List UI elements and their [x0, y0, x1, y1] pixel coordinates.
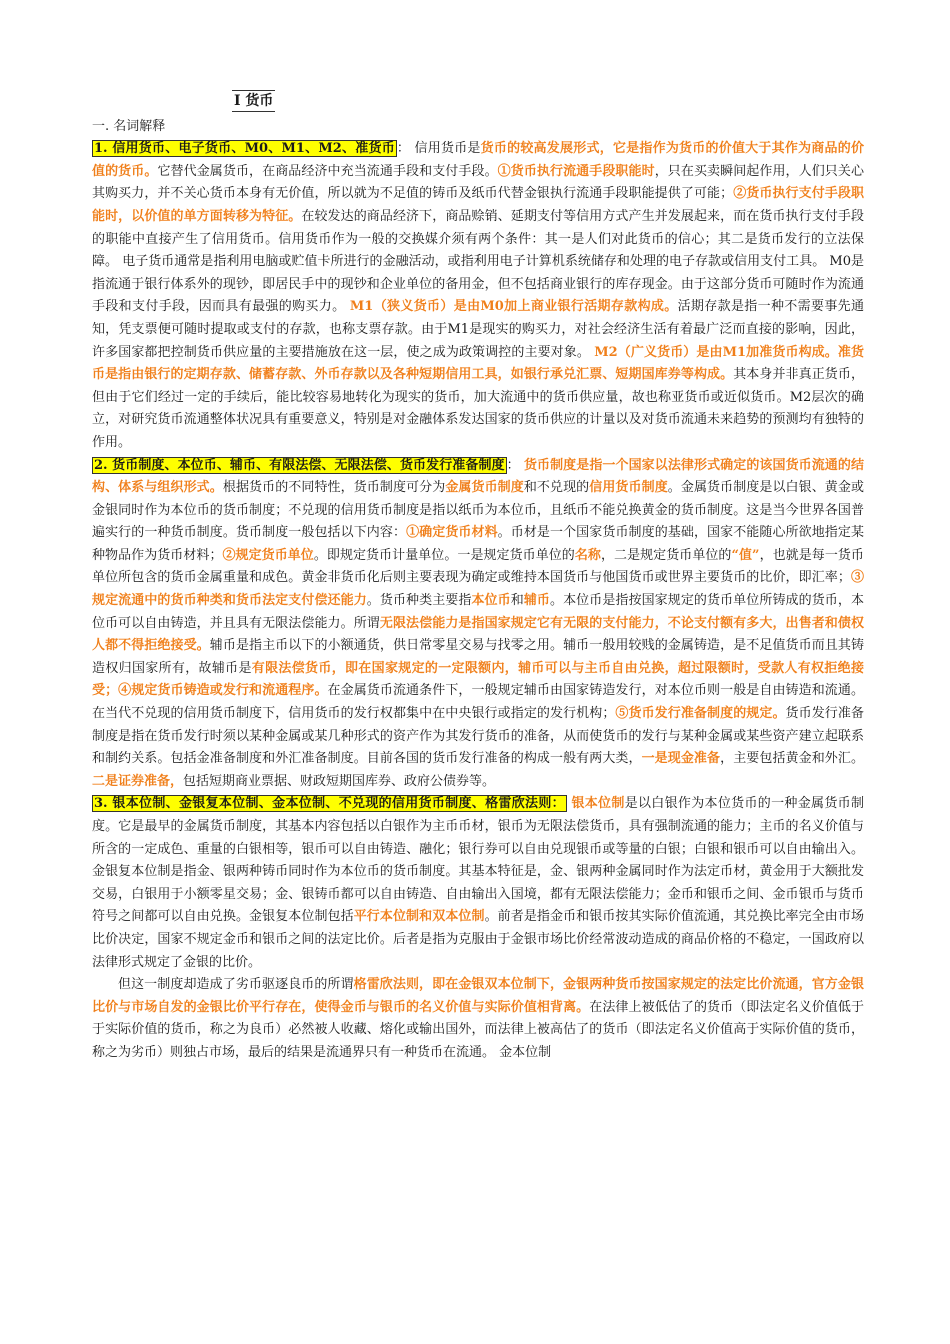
emphasis-text: 货币的较高发展形式，它是指作为货币的价值大于其作为商品的价值的货币。 — [92, 141, 864, 179]
emphasis-text: M2（广义货币）是由M1加准货币构成。准货币是指由银行的定期存款、储蓄存款、外币存款以及各种短期信用工具，如银行承兑汇票、短期国库券等构成。 — [92, 344, 864, 383]
emphasis-text: ②规定货币单位 — [222, 547, 314, 563]
body-text: 辅币是指主币以下的小额通货，供日常零星交易与找零之用。辅币一般用较贱的金属铸造，是不足值货币而且其铸造权归国家所有，故辅币是 — [92, 638, 864, 676]
entry-3-continuation — [92, 974, 864, 1064]
body-text: 。即规定货币计量单位。一是规定货币单位的 — [313, 547, 575, 563]
entry-heading-sep: ： — [396, 141, 411, 157]
body-text: 它替代金属货币，在商品经济中充当流通手段和支付手段。 — [157, 163, 498, 179]
emphasis-text: 有限法偿货币，即在国家规定的一定限额内，辅币可以与主币自由兑换，超过限额时，受款人有权拒绝接受；④规定货币铸造或发行和流通程序。 — [92, 660, 864, 699]
body-text: 信用货币是 — [410, 141, 481, 157]
body-text: ，二是规定货币单位的 — [600, 547, 732, 563]
entry-2-body — [92, 458, 864, 789]
body-text: 包括短期商业票据、财政短期国库券、政府公债券等。 — [183, 773, 496, 789]
emphasis-text: 货币制度是指一个国家以法律形式确定的该国货币流通的结构、体系与组织形式。 — [92, 457, 864, 496]
emphasis-text: 无限法偿能力是指国家规定它有无限的支付能力，不论支付额有多大，出售者和债权人都不得拒绝接受。 — [92, 615, 864, 654]
body-text: ，只在买卖瞬间起作用，人们只关心其购买力，并不关心货币本身有无价值，所以就为不足值的铸币及纸币代替金银执行流通手段职能提供了可能； — [92, 163, 864, 202]
emphasis-text: 辅币 — [523, 593, 550, 609]
document-body — [92, 90, 864, 1065]
body-text: 。币材是一个国家货币制度的基础，国家不能随心所欲地指定某种物品作为货币材料； — [92, 525, 864, 563]
entry-1-body — [92, 141, 864, 450]
chapter-title: I 货币 — [232, 90, 275, 112]
body-text: 和 — [510, 593, 524, 609]
body-text: 。前者是指金币和银币按其实际价值流通，其兑换比率完全由市场比价决定，国家不规定金币和银币之间的法定比价。后者是指为克服由于金银市场比价经常波动造成的商品价格的不稳定，一国政府以法律形式规定了金银的比价。 — [92, 909, 864, 970]
emphasis-text: ⑤货币发行准备制度的规定。 — [615, 706, 786, 722]
emphasis-text: 金属货币制度 — [445, 480, 524, 496]
body-text: 货币发行准备制度是指在货币发行时须以某种金属或某几种形式的资产作为其发行货币的准备，从而使货币的发行与某种金属或某些资产建立起联系和制约关系。包括金准备制度和外汇准备制度。目前各国的货币发行准备的构成一般有两大类， — [92, 706, 864, 767]
body-text: 活期存款是指一种不需要事先通知，凭支票便可随时提取或支付的存款，也称支票存款。由于M1是现实的购买力，对社会经济生活有着最广泛而直接的影响，因此，许多国家都把控制货币供应量的主要措施放在这一层，使之成为政策调控的主要对象。 — [92, 299, 864, 360]
emphasis-text: ②货币执行支付手段职能时，以价值的单方面转移为特征。 — [92, 186, 864, 224]
continuation-body — [92, 977, 864, 1060]
emphasis-text: 一是现金准备 — [641, 751, 721, 767]
entry-heading: 2. 货币制度、本位币、辅币、有限法偿、无限法偿、货币发行准备制度 — [94, 457, 505, 473]
emphasis-text: 本位币 — [471, 593, 511, 609]
chapter-title-row — [92, 90, 864, 114]
body-text: ，也就是每一货币单位所包含的货币金属重量和成色。黄金非货币化后则主要表现为确定或维持本国货币与他国货币或世界主要货币的比价，即汇率； — [92, 547, 864, 586]
body-text: ，主要包括黄金和外汇。 — [720, 751, 864, 767]
emphasis-text: ③规定流通中的货币种类和货币法定支付偿还能力 — [92, 570, 864, 609]
emphasis-text: 平行本位制和双本位制 — [353, 909, 485, 925]
body-text: 在法律上被低估了的货币（即法定名义价值低于于实际价值的货币，称之为良币）必然被人收藏、熔化或输出国外，而法律上被高估了的货币（即法定名义价值高于实际价值的货币，称之为劣币）则独占市场，最后的结果是流通界只有一种货币在流通。 金本位制 — [92, 999, 864, 1060]
emphasis-text: 名称 — [574, 547, 601, 563]
emphasis-text: “值” — [731, 547, 760, 563]
body-text: 在较发达的商品经济下，商品赊销、延期支付等信用方式产生并发展起来，而在货币执行支付手段的职能中直接产生了信用货币。信用货币作为一般的交换媒介须有两个条件：其一是人们对此货币的信心；其二是货币发行的立法保障。 电子货币通常是指利用电脑或贮值卡所进行的金融活动，或指利用电子计算机系统储存和处理的电子存款或信用支付工具。 M0是指流通于银行体系外的现钞，即居民手中的现钞和企业单位的备用金，但不包括商业银行的库存现金。由于这部分货币可随时作为流通手段和支付手段，因而具有最强的购买力。 — [92, 208, 864, 315]
body-text: 其本身并非真正货币，但由于它们经过一定的手续后，能比较容易地转化为现实的货币，加大流通中的货币供应量，故也称亚货币或近似货币。M2层次的确立，对研究货币流通整体状况具有重要意义，特别是对金融体系发达国家的货币供应的计量以及对货币流通未来趋势的预测均有独特的作用。 — [92, 367, 864, 450]
emphasis-text: 银本位制 — [571, 796, 625, 812]
emphasis-text: 格雷欣法则，即在金银双本位制下，金银两种货币按国家规定的法定比价流通，官方金银比价与市场自发的金银比价平行存在，使得金币与银币的名义价值与实际价值相背离。 — [92, 977, 864, 1015]
entry-heading: 3. 银本位制、金银复本位制、金本位制、不兑现的信用货币制度、格雷欣法则： — [94, 796, 565, 812]
emphasis-text: ①货币执行流通手段职能时 — [497, 163, 655, 179]
entry-heading: 1. 信用货币、电子货币、M0、M1、M2、准货币 — [94, 141, 395, 157]
body-text: 在金属货币流通条件下，一般规定辅币由国家铸造发行，对本位币则一般是自由铸造和流通。在当代不兑现的信用货币制度下，信用货币的发行权都集中在中央银行或指定的发行机构； — [92, 683, 864, 722]
entry-1 — [92, 138, 864, 454]
emphasis-text: 二是证券准备， — [92, 773, 184, 789]
entry-3 — [92, 793, 864, 974]
body-text: 。本位币是指按国家规定的货币单位所铸成的货币，本位币可以自由铸造，并且具有无限法偿能力。所谓 — [92, 593, 864, 631]
entry-3-body — [92, 796, 864, 969]
emphasis-text: M1（狭义货币）是由M0加上商业银行活期存款构成。 — [349, 299, 678, 315]
body-text: 是以白银作为本位货币的一种金属货币制度。它是最早的金属货币制度，其基本内容包括以白银作为主币币材，银币为无限法偿货币，具有强制流通的能力；主币的名义价值与所含的一定成色、重量的白银相等，银币可以自由铸造、融化；银行券可以自由兑现银币或等量的白银；白银和银币可以自由输出入。 金银复本位制是指金、银两种铸币同时作为本位币的货币制度。其基本特征是，金、银两种金属同时作为法定币材，黄金用于大额批发交易，白银用于小额零星交易；金、银铸币都可以自由铸造、自由输出入国境，都有无限法偿能力；金币和银币之间、金币银币与货币符号之间都可以自由兑换。金银复本位制包括 — [92, 796, 864, 925]
body-text: 和不兑现的 — [523, 480, 590, 496]
emphasis-text: 信用货币制度 — [589, 480, 668, 496]
body-text: 。货币种类主要指 — [366, 593, 472, 609]
section-heading: 一. 名词解释 — [92, 118, 166, 134]
body-text: 。金属货币制度是以白银、黄金或金银同时作为本位币的货币制度；不兑现的信用货币制度是指以纸币为本位币，且纸币不能兑换黄金的货币制度。这是当今世界各国普遍实行的一种货币制度。货币制度一般包括以下内容： — [92, 480, 864, 541]
entry-heading-sep: ： — [506, 457, 520, 473]
body-text: 根据货币的不同特性，货币制度可分为 — [222, 480, 446, 496]
entry-2 — [92, 455, 864, 794]
emphasis-text: ①确定货币材料 — [406, 525, 498, 541]
body-text: 但这一制度却造成了劣币驱逐良币的所谓 — [118, 977, 354, 993]
